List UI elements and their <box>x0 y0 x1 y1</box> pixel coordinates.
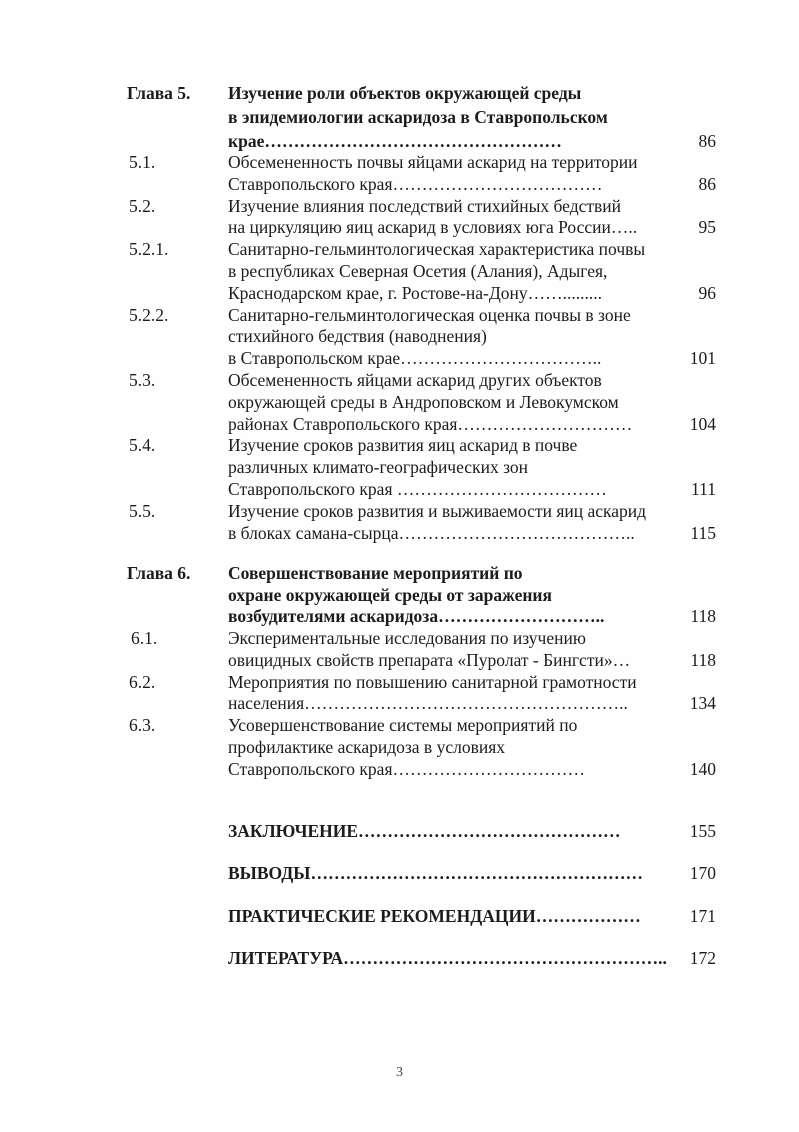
chapter-5-title: Изучение роли объектов окружающей среды <box>228 83 582 103</box>
section-title: Экспериментальные исследования по изучению <box>228 628 586 648</box>
section-page: 115 <box>690 523 716 543</box>
literature-title: ЛИТЕРАТУРА……………………………………………….. <box>228 948 667 968</box>
section-title: Изучение сроков развития яиц аскарид в почве <box>228 435 578 455</box>
section-title: Обсемененность почвы яйцами аскарид на территории <box>228 152 638 172</box>
chapter-5-page: 86 <box>698 131 716 151</box>
section-title: Ставропольского края……………………………… <box>228 174 603 194</box>
section-page: 95 <box>698 217 716 237</box>
section-title: овицидных свойств препарата «Пуролат - Бингсти»… <box>228 650 631 670</box>
findings-title: ВЫВОДЫ………………………………………………… <box>228 863 643 883</box>
conclusion-page: 155 <box>689 821 716 841</box>
toc-entry-6-3-cont <box>0 756 799 782</box>
section-title: в Ставропольском крае…………………………….. <box>228 348 602 368</box>
chapter-6-page: 118 <box>690 606 716 626</box>
section-title: Обсемененность яйцами аскарид других объектов <box>228 370 602 390</box>
section-page: 104 <box>689 414 716 434</box>
toc-entry-findings <box>0 860 799 886</box>
section-number: 5.1. <box>129 152 156 172</box>
literature-page: 172 <box>689 948 716 968</box>
section-title: Усовершенствование системы мероприятий по <box>228 715 578 735</box>
section-number: 5.4. <box>129 435 156 455</box>
conclusion-title: ЗАКЛЮЧЕНИЕ……………………………………… <box>228 821 621 841</box>
recommendations-page: 171 <box>689 906 716 926</box>
recommendations-title: ПРАКТИЧЕСКИЕ РЕКОМЕНДАЦИИ……………… <box>228 906 641 926</box>
toc-entry-recommendations <box>0 903 799 929</box>
section-page: 134 <box>689 693 716 713</box>
section-title: населения……………………………………………….. <box>228 693 628 713</box>
section-number: 5.5. <box>129 501 156 521</box>
section-page: 101 <box>689 348 716 368</box>
section-title: Изучение сроков развития и выживаемости яиц аскарид <box>228 501 647 521</box>
section-title: Ставропольского края ……………………………… <box>228 479 607 499</box>
chapter-6-label: Глава 6. <box>127 563 191 583</box>
section-title: различных климато-географических зон <box>228 457 528 477</box>
toc-entry-literature <box>0 945 799 971</box>
section-number: 6.1. <box>131 628 158 648</box>
chapter-5-title: крае…………………………………………… <box>228 131 562 151</box>
section-number: 5.2. <box>129 196 156 216</box>
toc-entry-conclusion <box>0 818 799 844</box>
section-title: на циркуляцию яиц аскарид в условиях юга России….. <box>228 217 638 237</box>
chapter-6-title: возбудителями аскаридоза……………………….. <box>228 606 605 626</box>
section-title: профилактике аскаридоза в условиях <box>228 737 505 757</box>
chapter-6-title: охране окружающей среды от заражения <box>228 585 552 605</box>
section-number: 6.3. <box>129 715 156 735</box>
section-title: окружающей среды в Андроповском и Левокумском <box>228 392 619 412</box>
findings-page: 170 <box>689 863 716 883</box>
chapter-5-label: Глава 5. <box>127 83 191 103</box>
section-page: 96 <box>698 283 716 303</box>
toc-chapter-5-line-2 <box>0 104 799 130</box>
section-title: стихийного бедствия (наводнения) <box>228 326 487 346</box>
section-title: Краснодарском крае, г. Ростове-на-Дону……......... <box>228 283 603 303</box>
section-number: 5.2.2. <box>129 305 169 325</box>
section-page: 140 <box>689 759 716 779</box>
toc-chapter-5-line-1 <box>0 80 799 106</box>
section-title: в республиках Северная Осетия (Алания), Адыгея, <box>228 261 608 281</box>
section-page: 111 <box>691 479 716 499</box>
chapter-6-title: Совершенствование мероприятий по <box>228 563 523 583</box>
section-title: в блоках самана-сырца………………………………….. <box>228 523 635 543</box>
section-title: Мероприятия по повышению санитарной грамотности <box>228 672 637 692</box>
section-title: районах Ставропольского края………………………… <box>228 414 633 434</box>
page-number: 3 <box>396 1065 403 1080</box>
chapter-5-title: в эпидемиологии аскаридоза в Ставропольском <box>228 107 608 127</box>
section-number: 5.3. <box>129 370 156 390</box>
section-title: Санитарно-гельминтологическая характеристика почвы <box>228 239 646 259</box>
section-page: 86 <box>698 174 716 194</box>
section-number: 5.2.1. <box>129 239 169 259</box>
section-title: Ставропольского края…………………………… <box>228 759 585 779</box>
toc-entry-5-5-cont <box>0 520 799 546</box>
section-page: 118 <box>690 650 716 670</box>
section-title: Санитарно-гельминтологическая оценка почвы в зоне <box>228 305 631 325</box>
section-number: 6.2. <box>129 672 156 692</box>
section-title: Изучение влияния последствий стихийных бедствий <box>228 196 622 216</box>
